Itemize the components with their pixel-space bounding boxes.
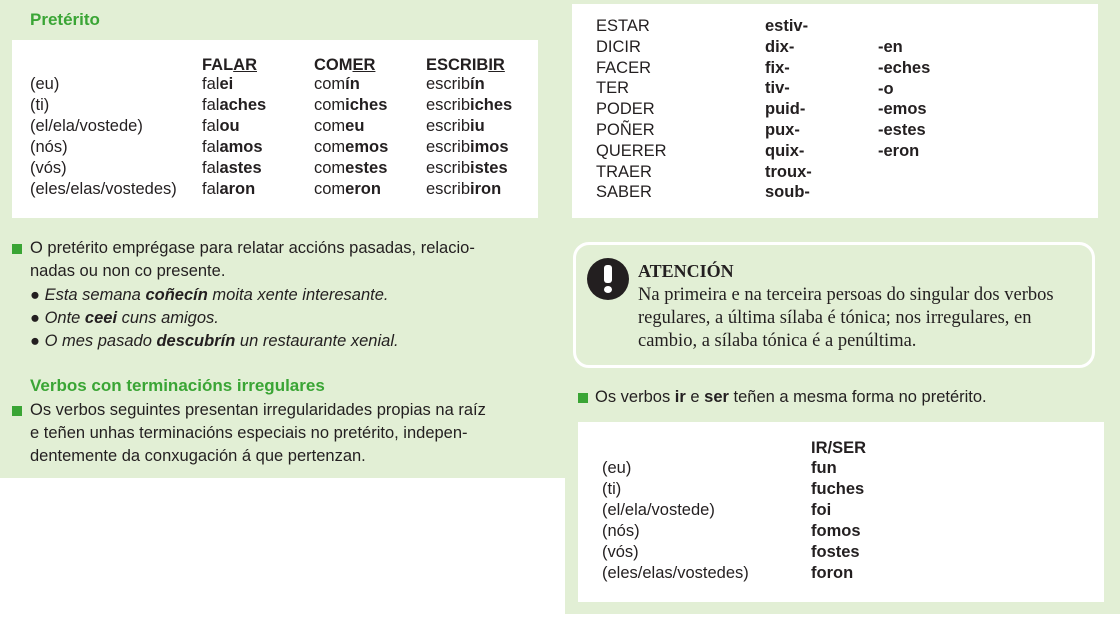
verb-form	[426, 179, 501, 199]
example-verb: descubrín	[156, 332, 236, 350]
verb-stem: escrib	[426, 138, 471, 156]
irser-mid: e	[685, 388, 705, 406]
person-label: (nós)	[30, 138, 68, 156]
verb-form	[202, 74, 233, 94]
verb-stem: escrib	[426, 75, 471, 93]
verb-ending: estes	[345, 159, 388, 177]
verb-stem: com	[314, 117, 346, 135]
verb-form	[314, 116, 364, 136]
irser-form: foron	[811, 564, 854, 582]
irregular-stem: tiv-	[765, 79, 790, 98]
verb-stem: com	[314, 138, 346, 156]
person-label: (eu)	[30, 75, 60, 93]
verb-stem: fal	[202, 159, 220, 177]
irser-header: IR/SER	[811, 439, 867, 457]
verb-ending: iron	[470, 180, 502, 198]
verb-ending: aron	[219, 180, 256, 198]
verb-form	[202, 137, 263, 157]
verb-form	[202, 158, 262, 178]
irregular-line-2: e teñen unhas terminacións especiais no pretérito, indepen-	[30, 424, 468, 442]
irregular-stem: puid-	[765, 100, 806, 119]
irregular-ending: -estes	[878, 121, 926, 140]
irregular-stem: dix-	[765, 37, 795, 56]
verb-form	[314, 137, 388, 157]
verb-ending: imos	[470, 138, 509, 156]
bullet-square-icon	[12, 244, 22, 254]
irser-pre: Os verbos	[595, 388, 675, 406]
verb-stem: fal	[202, 138, 220, 156]
irregular-verb: DICIR	[596, 37, 641, 56]
verb-stem: com	[314, 75, 346, 93]
irser-form: fomos	[811, 522, 861, 540]
irregular-ending: -o	[878, 79, 894, 98]
column-header	[426, 55, 505, 75]
header-plain: COM	[314, 56, 353, 74]
verb-ending: eron	[345, 180, 381, 198]
irser-post: teñen a mesma forma no pretérito.	[728, 388, 987, 406]
person-label: (nós)	[602, 522, 640, 540]
verb-form	[314, 95, 387, 115]
verb-ending: iches	[345, 96, 388, 114]
header-underlined: ER	[352, 56, 376, 74]
irregular-verb: SABER	[596, 183, 652, 202]
header-plain: ESCRIB	[426, 56, 489, 74]
verb-ending: ou	[219, 117, 240, 135]
verb-ending: emos	[345, 138, 389, 156]
person-label: (vós)	[30, 159, 67, 177]
bullet-dot: ●	[30, 332, 45, 350]
example-pre: Onte	[44, 309, 85, 327]
verb-form	[202, 95, 266, 115]
verb-form	[426, 158, 508, 178]
example-sentence	[30, 307, 219, 330]
verb-form	[426, 95, 512, 115]
preterito-heading: Pretérito	[30, 10, 100, 29]
irregular-stem: estiv-	[765, 17, 809, 35]
irser-form: fun	[811, 459, 837, 477]
example-verb: coñecín	[145, 286, 208, 304]
bullet-square-icon	[12, 406, 22, 416]
irser-bold-ir: ir	[674, 388, 686, 406]
irregular-line-3: dentemente da conxugación á que pertenzan.	[30, 447, 366, 465]
verb-ending: ei	[219, 75, 234, 93]
bullet-square-icon	[578, 393, 588, 403]
irregular-stem: quix-	[765, 141, 805, 160]
irregular-verb: QUERER	[596, 141, 667, 160]
verb-ending: aches	[219, 96, 267, 114]
verb-form	[426, 74, 485, 94]
verb-stem: fal	[202, 117, 220, 135]
verb-form	[314, 179, 381, 199]
person-label: (ti)	[30, 96, 50, 114]
verb-ending: iches	[470, 96, 513, 114]
example-sentence	[30, 284, 389, 307]
example-post: cuns amigos.	[117, 309, 219, 327]
example-verb: ceei	[84, 309, 118, 327]
example-sentence	[30, 330, 399, 353]
person-label: (eles/elas/vostedes)	[30, 180, 177, 198]
irser-sentence	[595, 386, 987, 409]
irregular-stem: soub-	[765, 183, 810, 202]
irser-form: fuches	[811, 480, 865, 498]
irregular-ending: -emos	[878, 100, 927, 119]
irregular-verb: TER	[596, 79, 629, 98]
irregular-ending: -eron	[878, 142, 920, 160]
person-label: (el/ela/vostede)	[602, 501, 715, 519]
irregular-stem: pux-	[765, 121, 800, 139]
irregular-ending: -eches	[878, 58, 931, 77]
verb-stem: com	[314, 180, 346, 198]
verb-form	[426, 137, 509, 157]
verb-form	[202, 179, 255, 199]
example-pre: O mes pasado	[44, 332, 157, 350]
verb-form	[314, 74, 360, 94]
irregular-verb: POÑER	[596, 121, 655, 139]
irregular-verb: PODER	[596, 100, 655, 119]
example-post: moita xente interesante.	[207, 286, 389, 304]
verb-stem: escrib	[426, 117, 471, 135]
irregular-heading: Verbos con terminacións irregulares	[30, 376, 325, 395]
verb-ending: iu	[470, 117, 485, 135]
header-underlined: AR	[233, 56, 258, 74]
attention-text: Na primeira e na terceira persoas do singular dos verbos regulares, a última sílaba é tónica; nos irregulares, en cambio, a sílaba tónica é a penúltima.	[638, 285, 1054, 351]
header-underlined: IR	[488, 56, 505, 74]
exclamation-icon	[587, 258, 629, 300]
irregular-ending: -en	[878, 38, 903, 56]
verb-stem: escrib	[426, 159, 471, 177]
irregular-verb: FACER	[596, 58, 652, 77]
irregular-stem: fix-	[765, 58, 790, 77]
irregular-verb: TRAER	[596, 162, 652, 181]
verb-ending: amos	[219, 138, 263, 156]
verb-form	[202, 116, 240, 136]
verb-form	[314, 158, 387, 178]
verb-ending: eu	[345, 117, 365, 135]
irser-bold-ser: ser	[704, 388, 729, 406]
header-plain: FAL	[202, 56, 234, 74]
bullet-dot: ●	[30, 286, 45, 304]
verb-ending: ín	[470, 75, 485, 93]
example-post: un restaurante xenial.	[235, 332, 399, 350]
verb-stem: fal	[202, 75, 220, 93]
column-header	[314, 55, 375, 75]
irregular-line-1: Os verbos seguintes presentan irregularidades propias na raíz	[30, 401, 486, 419]
usage-line-2: nadas ou non co presente.	[30, 262, 226, 280]
verb-stem: escrib	[426, 96, 471, 114]
usage-line-1: O pretérito emprégase para relatar accións pasadas, relacio-	[30, 239, 475, 257]
verb-stem: fal	[202, 180, 220, 198]
verb-ending: astes	[219, 159, 262, 177]
verb-ending: istes	[470, 159, 508, 177]
person-label: (ti)	[602, 480, 622, 498]
person-label: (el/ela/vostede)	[30, 117, 143, 135]
person-label: (eu)	[602, 459, 632, 477]
person-label: (vós)	[602, 543, 639, 561]
verb-stem: com	[314, 159, 346, 177]
bullet-dot: ●	[30, 309, 45, 327]
attention-title: ATENCIÓN	[638, 261, 734, 281]
verb-stem: fal	[202, 96, 220, 114]
irregular-verb: ESTAR	[596, 17, 650, 35]
irser-form: fostes	[811, 543, 860, 561]
verb-ending: ín	[345, 75, 360, 93]
irser-form: foi	[811, 501, 832, 519]
verb-form	[426, 116, 485, 136]
example-pre: Esta semana	[44, 286, 146, 304]
person-label: (eles/elas/vostedes)	[602, 564, 749, 582]
column-header	[202, 55, 257, 75]
verb-stem: escrib	[426, 180, 471, 198]
verb-stem: com	[314, 96, 346, 114]
irregular-stem: troux-	[765, 162, 812, 181]
